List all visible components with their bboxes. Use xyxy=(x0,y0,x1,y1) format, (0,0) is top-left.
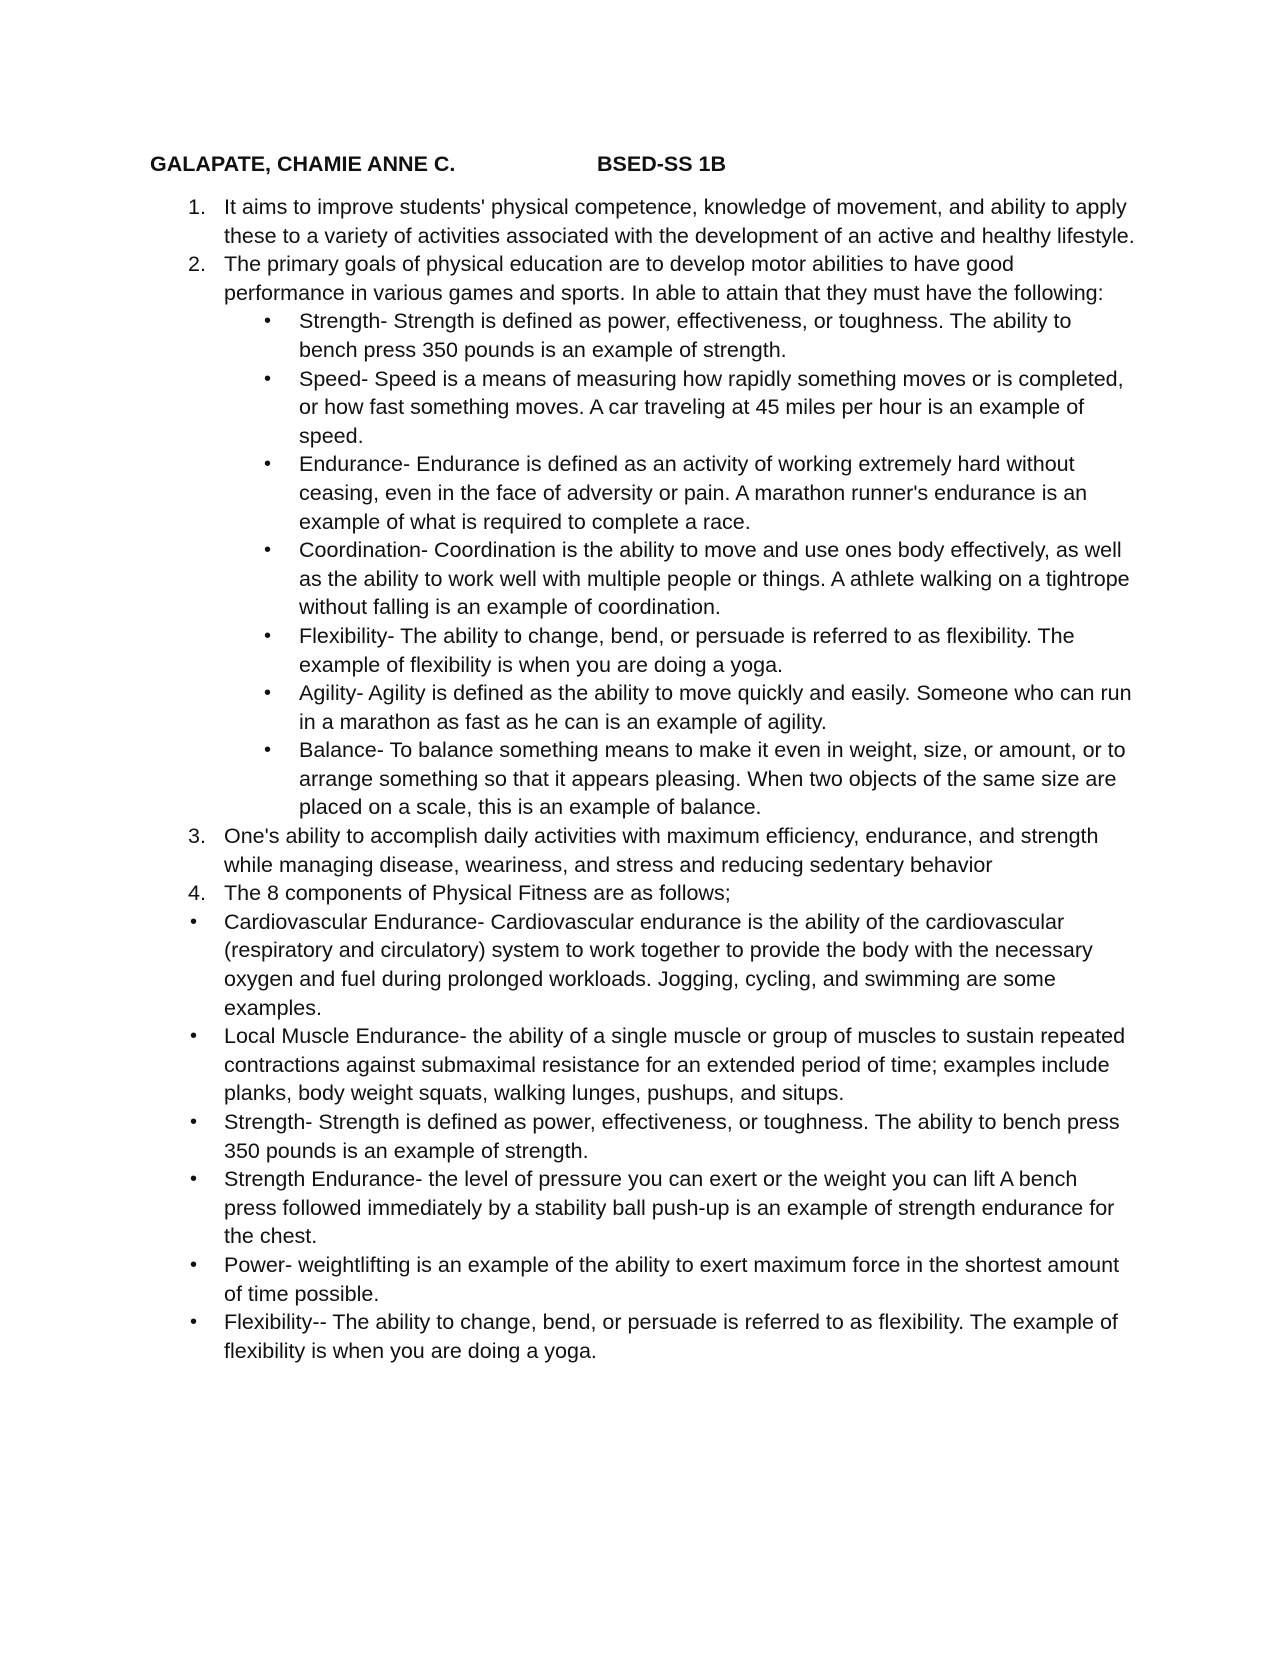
component-strength xyxy=(150,1108,1135,1165)
component-text: Strength Endurance- the level of pressure you can exert or the weight you can lift A bench press followed immediately by a stability ball push-up is an example of strength endurance for the chest. xyxy=(224,1167,1115,1249)
student-name: GALAPATE, CHAMIE ANNE C. xyxy=(150,152,456,176)
component-cardiovascular-endurance xyxy=(150,908,1135,1022)
sub-bullet-speed xyxy=(150,365,1135,451)
item-number: 3. xyxy=(188,824,206,849)
component-strength-endurance xyxy=(150,1165,1135,1251)
bullet-icon: • xyxy=(190,1025,198,1048)
numbered-item-2 xyxy=(150,250,1135,307)
bullet-icon: • xyxy=(264,739,272,762)
sub-bullet-text: Strength- Strength is defined as power, effectiveness, or toughness. The ability to bench press 350 pounds is an example of strength. xyxy=(299,309,1072,362)
numbered-item-4 xyxy=(150,879,1135,908)
bullet-icon: • xyxy=(264,539,272,562)
component-flexibility xyxy=(150,1308,1135,1365)
bullet-icon: • xyxy=(264,367,272,390)
document-body xyxy=(150,193,1135,1365)
sub-bullet-text: Speed- Speed is a means of measuring how rapidly something moves or is completed, or how fast something moves. A car traveling at 45 miles per hour is an example of speed. xyxy=(299,366,1124,448)
item-text: It aims to improve students' physical competence, knowledge of movement, and ability to apply these to a variety of activities associated with the development of an active and healthy lifestyle. xyxy=(224,195,1135,248)
sub-bullet-text: Coordination- Coordination is the ability to move and use ones body effectively, as well as the ability to work well with multiple people or things. A athlete walking on a tightrope without falling is an example of coordination. xyxy=(299,538,1130,620)
sub-bullet-strength xyxy=(150,307,1135,364)
course-section: BSED-SS 1B xyxy=(597,152,727,176)
sub-bullet-text: Balance- To balance something means to make it even in weight, size, or amount, or to arrange something so that it appears pleasing. When two objects of the same size are placed on a scale, this is an example of balance. xyxy=(299,738,1126,820)
bullet-icon: • xyxy=(264,682,272,705)
item-text: One's ability to accomplish daily activities with maximum efficiency, endurance, and strength while managing disease, weariness, and stress and reducing sedentary behavior xyxy=(224,824,1099,877)
sub-bullet-agility xyxy=(150,679,1135,736)
component-power xyxy=(150,1251,1135,1308)
component-text: Power- weightlifting is an example of the ability to exert maximum force in the shortest amount of time possible. xyxy=(224,1252,1120,1306)
bullet-icon: • xyxy=(190,1168,198,1191)
item-number: 4. xyxy=(188,881,206,906)
item-text: The primary goals of physical education are to develop motor abilities to have good performance in various games and sports. In able to attain that they must have the following: xyxy=(224,252,1104,305)
component-text: Strength- Strength is defined as power, effectiveness, or toughness. The ability to bench press 350 pounds is an example of strength. xyxy=(224,1110,1120,1163)
numbered-item-3 xyxy=(150,822,1135,879)
bullet-icon: • xyxy=(190,1253,198,1276)
bullet-icon: • xyxy=(190,910,198,933)
numbered-item-1 xyxy=(150,193,1135,250)
bullet-icon: • xyxy=(264,310,272,333)
component-text: Local Muscle Endurance- the ability of a single muscle or group of muscles to sustain repeated contractions against submaximal resistance for an extended period of time; examples include planks, body weight squats, walking lunges, pushups, and situps. xyxy=(224,1024,1126,1106)
sub-bullet-text: Agility- Agility is defined as the ability to move quickly and easily. Someone who can run in a marathon as fast as he can is an example of agility. xyxy=(299,681,1132,734)
item-number: 1. xyxy=(188,195,206,219)
bullet-icon: • xyxy=(190,1311,198,1334)
sub-bullet-text: Endurance- Endurance is defined as an activity of working extremely hard without ceasing, even in the face of adversity or pain. A marathon runner's endurance is an example of what is required to complete a race. xyxy=(299,452,1088,534)
sub-bullet-endurance xyxy=(150,450,1135,536)
component-text: Cardiovascular Endurance- Cardiovascular endurance is the ability of the cardiovascular (respiratory and circulatory) system to work together to provide the body with the necessary oxygen and fuel during prolonged workloads. Jogging, cycling, and swimming are some examples. xyxy=(224,909,1093,1020)
bullet-icon: • xyxy=(264,624,272,647)
bullet-icon: • xyxy=(190,1111,198,1133)
bullet-icon: • xyxy=(264,453,272,476)
sub-bullet-balance xyxy=(150,736,1135,822)
item-number: 2. xyxy=(188,252,206,277)
sub-bullet-coordination xyxy=(150,536,1135,622)
sub-bullet-text: Flexibility- The ability to change, bend, or persuade is referred to as flexibility. The example of flexibility is when you are doing a yoga. xyxy=(299,623,1075,677)
component-text: Flexibility-- The ability to change, bend, or persuade is referred to as flexibility. The example of flexibility is when you are doing a yoga. xyxy=(224,1310,1118,1363)
item-text: The 8 components of Physical Fitness are as follows; xyxy=(224,881,731,906)
sub-bullet-flexibility xyxy=(150,622,1135,679)
component-local-muscle-endurance xyxy=(150,1022,1135,1108)
